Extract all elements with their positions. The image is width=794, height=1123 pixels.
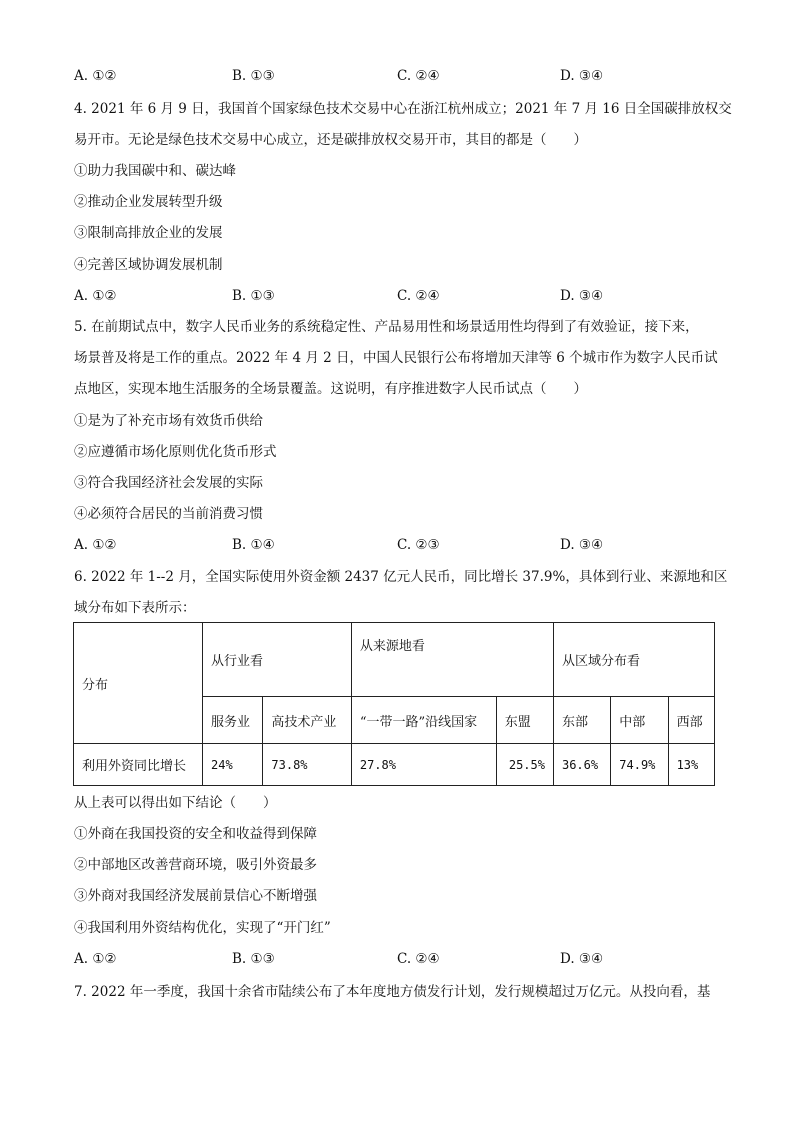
q5-item-3: ③符合我国经济社会发展的实际 bbox=[74, 475, 263, 491]
col-header-west: 西部 bbox=[668, 697, 714, 744]
foreign-investment-table bbox=[73, 622, 715, 786]
value-belt-road: 27.8% bbox=[351, 744, 496, 786]
q4-stem-line-2: 易开市。无论是绿色技术交易中心成立，还是碳排放权交易开市，其目的都是（ ） bbox=[74, 132, 587, 148]
col-header-services: 服务业 bbox=[203, 697, 263, 744]
table-corner-cell: 分布 bbox=[74, 623, 203, 744]
q4-option-d[interactable]: D. ③④ bbox=[560, 288, 604, 304]
q5-item-2: ②应遵循市场化原则优化货币形式 bbox=[74, 444, 277, 460]
q6-item-4: ④我国利用外资结构优化，实现了“开门红” bbox=[74, 920, 331, 936]
q5-option-b[interactable]: B. ①④ bbox=[232, 537, 275, 553]
group-header-source: 从来源地看 bbox=[351, 623, 553, 697]
q6-item-2: ②中部地区改善营商环境，吸引外资最多 bbox=[74, 857, 317, 873]
q3-option-d[interactable]: D. ③④ bbox=[560, 68, 604, 84]
col-header-belt-road: “一带一路”沿线国家 bbox=[351, 697, 496, 744]
value-services: 24% bbox=[203, 744, 263, 786]
q6-option-b[interactable]: B. ①③ bbox=[232, 951, 275, 967]
col-header-hightech: 高技术产业 bbox=[263, 697, 351, 744]
row-label-growth: 利用外资同比增长 bbox=[74, 744, 203, 786]
q6-question: 从上表可以得出如下结论（ ） bbox=[74, 795, 277, 811]
q5-item-1: ①是为了补充市场有效货币供给 bbox=[74, 413, 263, 429]
col-header-asean: 东盟 bbox=[496, 697, 553, 744]
group-header-region: 从区域分布看 bbox=[553, 623, 714, 697]
q3-options bbox=[74, 66, 714, 86]
q6-option-c[interactable]: C. ②④ bbox=[397, 951, 440, 967]
q5-options bbox=[74, 535, 714, 555]
value-asean: 25.5% bbox=[496, 744, 553, 786]
q6-option-a[interactable]: A. ①② bbox=[74, 951, 117, 967]
q4-stem-line-1: 4. 2021 年 6 月 9 日，我国首个国家绿色技术交易中心在浙江杭州成立；2021 年 7 月 16 日全国碳排放权交 bbox=[74, 101, 732, 117]
group-header-industry: 从行业看 bbox=[203, 623, 352, 697]
q6-stem-line-1: 6. 2022 年 1--2 月，全国实际使用外资金额 2437 亿元人民币，同比增长 37.9%，具体到行业、来源地和区 bbox=[74, 569, 728, 585]
value-west: 13% bbox=[668, 744, 714, 786]
q5-option-a[interactable]: A. ①② bbox=[74, 537, 117, 553]
q4-item-3: ③限制高排放企业的发展 bbox=[74, 225, 223, 241]
value-hightech: 73.8% bbox=[263, 744, 351, 786]
q4-option-b[interactable]: B. ①③ bbox=[232, 288, 275, 304]
q6-item-1: ①外商在我国投资的安全和收益得到保障 bbox=[74, 826, 317, 842]
q5-item-4: ④必须符合居民的当前消费习惯 bbox=[74, 506, 263, 522]
q5-stem-line-3: 点地区，实现本地生活服务的全场景覆盖。这说明，有序推进数字人民币试点（ ） bbox=[74, 381, 587, 397]
q6-options bbox=[74, 949, 714, 969]
q3-option-a[interactable]: A. ①② bbox=[74, 68, 117, 84]
col-header-east: 东部 bbox=[553, 697, 610, 744]
q6-stem-line-2: 域分布如下表所示： bbox=[74, 600, 196, 616]
q5-stem-line-1: 5. 在前期试点中，数字人民币业务的系统稳定性、产品易用性和场景适用性均得到了有效验证，接下来， bbox=[74, 319, 699, 335]
value-east: 36.6% bbox=[553, 744, 610, 786]
q6-item-3: ③外商对我国经济发展前景信心不断增强 bbox=[74, 888, 317, 904]
q4-options bbox=[74, 286, 714, 306]
q3-option-c[interactable]: C. ②④ bbox=[397, 68, 440, 84]
q7-stem-line-1: 7. 2022 年一季度，我国十余省市陆续公布了本年度地方债发行计划，发行规模超过万亿元。从投向看，基 bbox=[74, 984, 711, 1000]
q5-stem-line-2: 场景普及将是工作的重点。2022 年 4 月 2 日，中国人民银行公布将增加天津等 6 个城市作为数字人民币试 bbox=[74, 350, 718, 366]
q4-item-2: ②推动企业发展转型升级 bbox=[74, 194, 223, 210]
q4-item-1: ①助力我国碳中和、碳达峰 bbox=[74, 163, 236, 179]
col-header-central: 中部 bbox=[611, 697, 668, 744]
value-central: 74.9% bbox=[611, 744, 668, 786]
q3-option-b[interactable]: B. ①③ bbox=[232, 68, 275, 84]
q4-option-a[interactable]: A. ①② bbox=[74, 288, 117, 304]
q4-option-c[interactable]: C. ②④ bbox=[397, 288, 440, 304]
q4-item-4: ④完善区域协调发展机制 bbox=[74, 257, 223, 273]
q6-option-d[interactable]: D. ③④ bbox=[560, 951, 604, 967]
q5-option-d[interactable]: D. ③④ bbox=[560, 537, 604, 553]
q5-option-c[interactable]: C. ②③ bbox=[397, 537, 440, 553]
